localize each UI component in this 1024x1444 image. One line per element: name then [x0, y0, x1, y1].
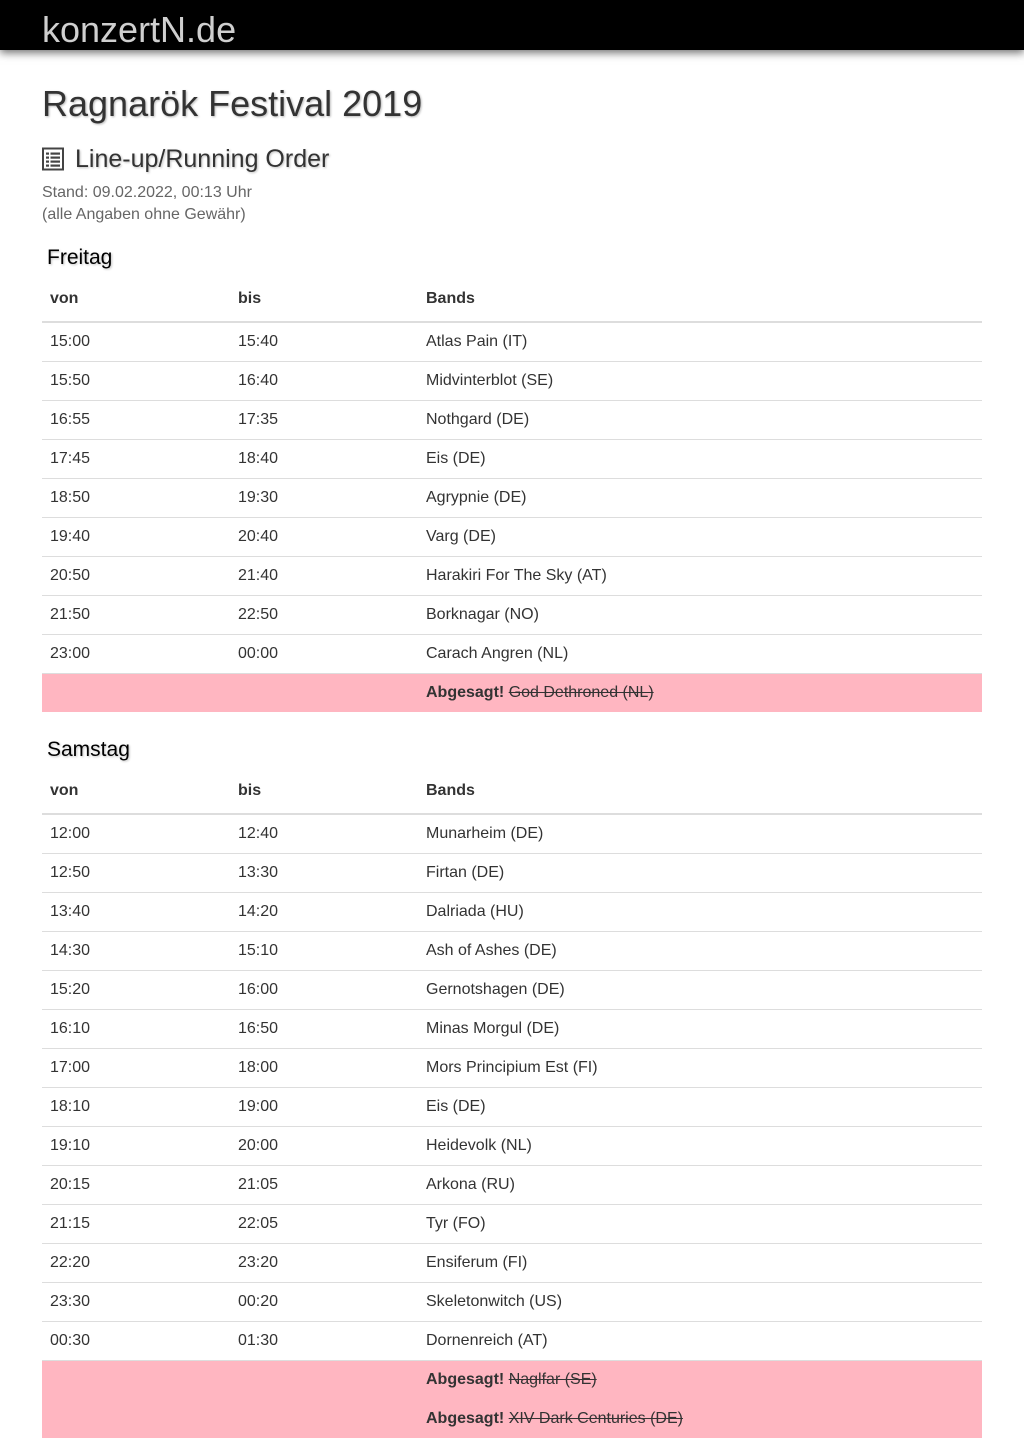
- cancelled-band-name: XIV Dark Centuries (DE): [508, 1410, 683, 1427]
- cancelled-row: [42, 1361, 982, 1400]
- start-time: 15:00: [42, 322, 230, 362]
- band-name: Heidevolk (NL): [418, 1127, 982, 1166]
- schedule-table-freitag: [42, 277, 982, 712]
- start-time: 00:30: [42, 1322, 230, 1361]
- table-row: [42, 440, 982, 479]
- start-time: 16:10: [42, 1010, 230, 1049]
- table-row: [42, 557, 982, 596]
- start-time: 17:45: [42, 440, 230, 479]
- table-row: [42, 518, 982, 557]
- schedule-table-samstag: [42, 769, 982, 1438]
- start-time: 20:50: [42, 557, 230, 596]
- start-time: 17:00: [42, 1049, 230, 1088]
- end-time: 12:40: [230, 814, 418, 854]
- start-time: 13:40: [42, 893, 230, 932]
- table-row: [42, 322, 982, 362]
- end-time: 23:20: [230, 1244, 418, 1283]
- column-header-to: bis: [230, 277, 418, 322]
- empty-cell: [230, 1400, 418, 1439]
- table-row: [42, 971, 982, 1010]
- band-name: Firtan (DE): [418, 854, 982, 893]
- band-name: Dalriada (HU): [418, 893, 982, 932]
- start-time: 18:10: [42, 1088, 230, 1127]
- end-time: 13:30: [230, 854, 418, 893]
- column-header-bands: Bands: [418, 277, 982, 322]
- table-row: [42, 1127, 982, 1166]
- table-row: [42, 893, 982, 932]
- band-name: Varg (DE): [418, 518, 982, 557]
- section-title: [42, 144, 982, 174]
- band-name: Ash of Ashes (DE): [418, 932, 982, 971]
- band-name: Atlas Pain (IT): [418, 322, 982, 362]
- band-name: Gernotshagen (DE): [418, 971, 982, 1010]
- cancelled-row: [42, 1400, 982, 1439]
- disclaimer: (alle Angaben ohne Gewähr): [42, 206, 246, 223]
- main-content: [42, 50, 982, 1438]
- end-time: 21:40: [230, 557, 418, 596]
- table-header-row: [42, 277, 982, 322]
- table-row: [42, 1322, 982, 1361]
- end-time: 20:40: [230, 518, 418, 557]
- column-header-to: bis: [230, 769, 418, 814]
- band-name: Agrypnie (DE): [418, 479, 982, 518]
- start-time: 23:30: [42, 1283, 230, 1322]
- table-row: [42, 596, 982, 635]
- band-name: Harakiri For The Sky (AT): [418, 557, 982, 596]
- band-name: Nothgard (DE): [418, 401, 982, 440]
- end-time: 15:40: [230, 322, 418, 362]
- band-name: Midvinterblot (SE): [418, 362, 982, 401]
- table-row: [42, 854, 982, 893]
- band-name: Dornenreich (AT): [418, 1322, 982, 1361]
- empty-cell: [42, 1400, 230, 1439]
- start-time: 19:40: [42, 518, 230, 557]
- cancelled-band-name: Naglfar (SE): [508, 1371, 597, 1388]
- table-row: [42, 1088, 982, 1127]
- start-time: 19:10: [42, 1127, 230, 1166]
- band-name: Skeletonwitch (US): [418, 1283, 982, 1322]
- day-title-samstag: Samstag: [47, 738, 130, 761]
- table-row: [42, 1244, 982, 1283]
- table-row: [42, 1205, 982, 1244]
- section-title-text: Line-up/Running Order: [75, 145, 330, 173]
- end-time: 16:00: [230, 971, 418, 1010]
- column-header-from: von: [42, 277, 230, 322]
- empty-cell: [42, 1361, 230, 1400]
- stand-timestamp: Stand: 09.02.2022, 00:13 Uhr: [42, 184, 252, 201]
- band-name: Eis (DE): [418, 1088, 982, 1127]
- cancelled-band-cell: [418, 1400, 982, 1439]
- start-time: 16:55: [42, 401, 230, 440]
- end-time: 21:05: [230, 1166, 418, 1205]
- end-time: 01:30: [230, 1322, 418, 1361]
- end-time: 18:40: [230, 440, 418, 479]
- cancelled-band-name: God Dethroned (NL): [508, 684, 654, 701]
- list-icon: [42, 147, 64, 171]
- band-name: Munarheim (DE): [418, 814, 982, 854]
- end-time: 18:00: [230, 1049, 418, 1088]
- page-title: Ragnarök Festival 2019: [42, 83, 423, 124]
- end-time: 17:35: [230, 401, 418, 440]
- table-header-row: [42, 769, 982, 814]
- end-time: 00:00: [230, 635, 418, 674]
- end-time: 00:20: [230, 1283, 418, 1322]
- column-header-from: von: [42, 769, 230, 814]
- start-time: 21:15: [42, 1205, 230, 1244]
- cancelled-label: Abgesagt!: [426, 684, 505, 701]
- end-time: 20:00: [230, 1127, 418, 1166]
- end-time: 14:20: [230, 893, 418, 932]
- band-name: Arkona (RU): [418, 1166, 982, 1205]
- end-time: 16:40: [230, 362, 418, 401]
- start-time: 15:20: [42, 971, 230, 1010]
- day-title-freitag: Freitag: [47, 246, 113, 269]
- band-name: Mors Principium Est (FI): [418, 1049, 982, 1088]
- meta-info: [42, 182, 982, 226]
- cancelled-label: Abgesagt!: [426, 1371, 505, 1388]
- empty-cell: [230, 1361, 418, 1400]
- end-time: 22:50: [230, 596, 418, 635]
- cancelled-label: Abgesagt!: [426, 1410, 505, 1427]
- band-name: Eis (DE): [418, 440, 982, 479]
- table-row: [42, 1283, 982, 1322]
- end-time: 16:50: [230, 1010, 418, 1049]
- empty-cell: [42, 674, 230, 713]
- start-time: 22:20: [42, 1244, 230, 1283]
- table-row: [42, 362, 982, 401]
- end-time: 19:30: [230, 479, 418, 518]
- brand-logo-link[interactable]: konzertN.de: [42, 9, 237, 50]
- start-time: 12:50: [42, 854, 230, 893]
- cancelled-row: [42, 674, 982, 713]
- table-row: [42, 1010, 982, 1049]
- end-time: 15:10: [230, 932, 418, 971]
- column-header-bands: Bands: [418, 769, 982, 814]
- empty-cell: [230, 674, 418, 713]
- band-name: Ensiferum (FI): [418, 1244, 982, 1283]
- band-name: Minas Morgul (DE): [418, 1010, 982, 1049]
- start-time: 15:50: [42, 362, 230, 401]
- band-name: Borknagar (NO): [418, 596, 982, 635]
- start-time: 23:00: [42, 635, 230, 674]
- start-time: 14:30: [42, 932, 230, 971]
- table-row: [42, 401, 982, 440]
- band-name: Tyr (FO): [418, 1205, 982, 1244]
- end-time: 22:05: [230, 1205, 418, 1244]
- start-time: 21:50: [42, 596, 230, 635]
- band-name: Carach Angren (NL): [418, 635, 982, 674]
- table-row: [42, 814, 982, 854]
- cancelled-band-cell: [418, 1361, 982, 1400]
- table-row: [42, 1049, 982, 1088]
- table-row: [42, 1166, 982, 1205]
- table-row: [42, 479, 982, 518]
- end-time: 19:00: [230, 1088, 418, 1127]
- start-time: 18:50: [42, 479, 230, 518]
- start-time: 12:00: [42, 814, 230, 854]
- table-row: [42, 635, 982, 674]
- cancelled-band-cell: [418, 674, 982, 713]
- top-navbar: [0, 0, 1024, 50]
- start-time: 20:15: [42, 1166, 230, 1205]
- table-row: [42, 932, 982, 971]
